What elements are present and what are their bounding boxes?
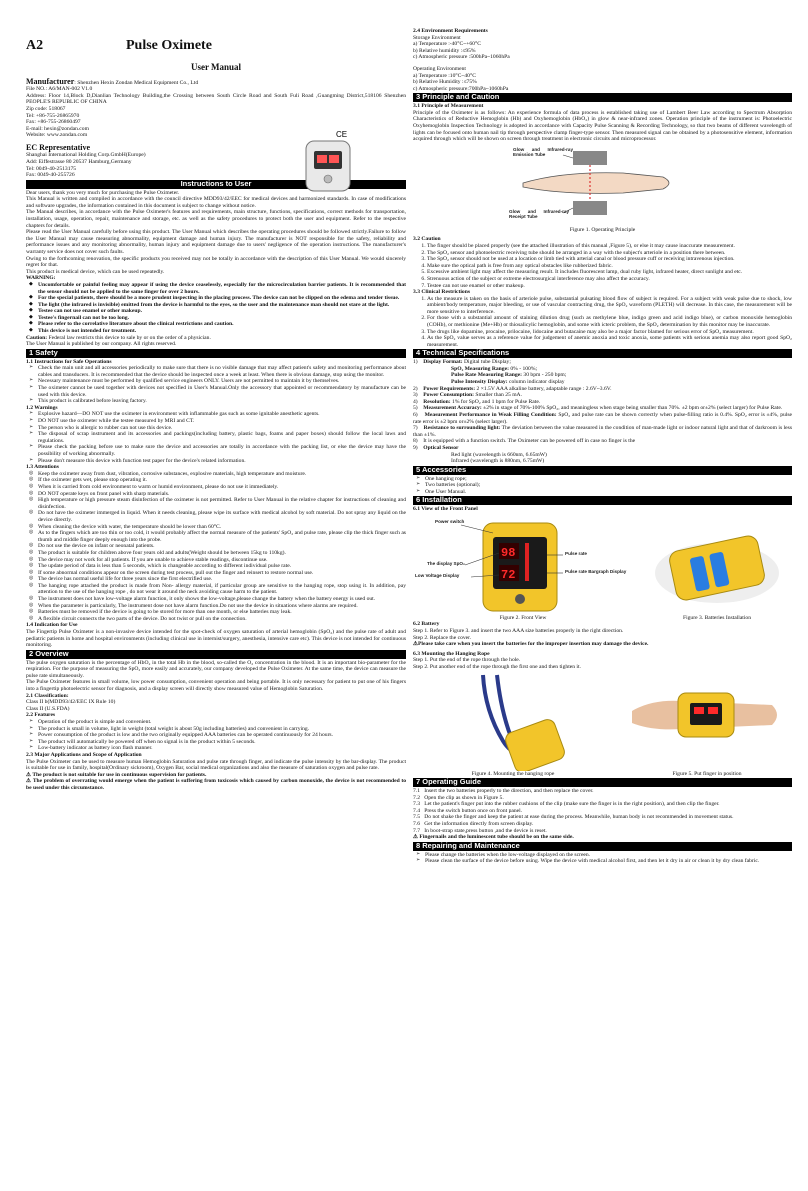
spec-number: 8) — [413, 438, 418, 445]
spec-label: Display Format: — [423, 359, 463, 366]
principle-diagram — [413, 143, 792, 227]
battery-warning: Please take care when you insert the batteries for the improper insertion may damage the device. — [418, 641, 649, 648]
subsection-title: 3.2 Caution — [413, 236, 441, 243]
list-item: ➢ This product is calibrated before leaving factory. — [38, 398, 406, 405]
subsection-title: 1.4 Indication for Use — [26, 622, 78, 629]
paragraph: The Pulse Oximeter can be used to measure human Hemoglobin Saturation and pulse rate through finger, and indicate the pulse intensity by the bar-display. The product is suitable for use in family, hospital(Ordinary sickroom), Oxygen Bar, social medical organizations and also the measure of saturation oxygen and pulse rate. — [26, 758, 406, 772]
subsection-title: 6.1 View of the Front Panel — [413, 506, 478, 513]
list-item: 6. Strenuous action of the subject or extreme electrosurgical interference may also affect the accuracy. — [427, 276, 792, 283]
classification-line: Class II b(MDD93/42/EEC IX Rule 10) — [26, 699, 116, 706]
figure-row-front-panel — [413, 513, 792, 615]
list-item: ➢ Please clean the surface of the device before using. Wipe the device with medical alcohol first, and then let it dry in air or clean it by dry clean fabric. — [425, 858, 792, 865]
spec-label: Resolution: — [423, 398, 451, 405]
list-item: ➢ Explosive hazard—DO NOT use the oximeter in environment with inflammable gas such as some ignitable anesthetic agents. — [38, 411, 406, 418]
features-list — [26, 719, 406, 752]
step-text: Get the information directly from screen display. — [424, 821, 534, 827]
optical-line: Infrared (wavelength is 880nm, 6.75mW) — [451, 458, 545, 465]
list-item: ◎ Batteries must be removed if the device is going to be stored for more than one month, or else batteries may leak. — [38, 609, 406, 616]
file-number: File NO.: A6/MAN-002 V1.0 — [26, 86, 93, 93]
subsection-title: 2.1 Classification: — [26, 692, 69, 699]
step-text: In boot-strap state,press button ,and the device is reset. — [424, 827, 547, 834]
spec-label: Optical Sensor — [423, 445, 459, 451]
list-item: ◎ High temperature or high pressure steam disinfection of the oximeter is not permitted. Refer to User Manual in the relative chapter for instructions of cleaning and disinfection. — [38, 497, 406, 510]
figure5-caption: Figure 5. Put finger in position — [672, 770, 742, 777]
paragraph: The Fingertip Pulse Oximeter is a non-invasive device intended for the spot-check of oxygen saturation of arterial hemoglobin (SpO₂) and the pulse rate of adult and pediatric patients in home and hospital environments (including clinical use in internist/surgery, anesthesia, intensive care etc). This device is not intended for continuous monitoring. — [26, 629, 406, 649]
step-number: 7.7 — [413, 827, 420, 834]
list-item: ➢ Check the main unit and all accessories periodically to make sure that there is no visible damage that may affect patient's safety and monitoring performance about cables and transducers. It is recommended that the device should be inspected once a week at least. When there is obvious damage, stop using the monitor. — [38, 365, 406, 378]
list-item: 1. The finger should be placed properly (see the attached illustration of this manual ,Figure 5), or else it may cause inaccurate measurement. — [427, 243, 792, 250]
display-spo2-label: The display SpO₂ — [427, 560, 466, 566]
figure-caption-row — [413, 771, 792, 778]
warnings-list — [26, 411, 406, 464]
ec-rep-line: Shanghai International Holding Corp.GmbH(Europe) — [26, 152, 146, 159]
spec-text: ±2% in stage of 70%-100% SpO₂, and meaningless when stage being smaller than 70%. ±2 bpm or±2% (select larger) for Pulse Rate. — [481, 405, 783, 412]
batteries-diagram — [642, 513, 792, 615]
pulse-reading: 72 — [501, 567, 516, 582]
step-number: 7.1 — [413, 788, 420, 795]
spec-text: Digital tube Display; — [462, 359, 511, 366]
list-item: ➢ The product is small in volume, light in weight (total weight is about 50g including batteries) and convenient in carrying. — [38, 726, 406, 733]
installation-header: 6 Installation — [413, 496, 792, 505]
list-item: ◎ The instrument does not have low-voltage alarm function, it only shows the low-voltage,please change the battery when the battery energy is used out. — [38, 596, 406, 603]
tech-body — [413, 359, 792, 465]
list-item: 3. The SpO₂ sensor should not be used at a location or limb tied with arterial canal or blood pressure cuff or receiving intravenous injection. — [427, 256, 792, 263]
warning-triangle-icon: ⚠ — [413, 641, 419, 648]
step-line: Step 2. Replace the cover. — [413, 634, 472, 641]
paragraph: The Pulse Oximeter features in small volume, low power consumption, convenient operation and being portable. It is only necessary for patient to put one of his fingers into a fingertip photoelectric sensor for diagnosis, and a display screen will directly show measured value of Hemoglobin Saturation. — [26, 679, 406, 693]
spec-text: 0% - 100%; — [508, 365, 538, 372]
instructions-body — [26, 190, 406, 348]
step-line: Step 1. Put the end of the rope through the hole. — [413, 657, 521, 664]
subsection-title: 2.4 Environment Requirements — [413, 28, 488, 34]
product-title: Pulse Oximete — [126, 38, 212, 53]
paragraph: Owing to the forthcoming renovation, the specific products you received may not be totally in accordance with the description of this User Manual. We would sincerely regret for that. — [26, 255, 406, 269]
list-item: ➢ Low-battery indicator as battery icon flash manner. — [38, 745, 406, 752]
overview-body — [26, 660, 406, 792]
spec-text: column indicator display — [507, 379, 565, 386]
spec-number: 1) — [413, 359, 418, 366]
manual-title: User Manual — [190, 62, 242, 72]
spec-number: 2) — [413, 385, 418, 392]
warning-triangle-icon: ⚠ — [26, 778, 32, 785]
figure1-caption: Figure 1. Operating Principle — [569, 226, 636, 233]
spec-number: 3) — [413, 392, 418, 399]
env-line: c) Atmospheric pressure :500hPa~1060hPa — [413, 54, 510, 61]
list-item: ◎ When it is carried from cold environment to warm or humid environment, please do not use it immediately. — [38, 484, 406, 491]
figure-batteries — [642, 513, 792, 615]
warning-item: ◆ The light (the infrared is invisible) emitted from the device is harmful to the eyes, so the user and the maintenance man should not stare at the light. — [38, 302, 406, 309]
spec-text: It is equipped with a function switch. The Oximeter can be powered off in case no finger is the — [423, 438, 636, 445]
paragraph: This Manual is written and compiled in accordance with the council directive MDD93/42/EEC for medical devices and harmonized standards. In case of modifications and software upgrades, the information contained in this document is subject to change without notice. — [26, 196, 406, 209]
figure-front-view — [413, 513, 633, 615]
step-number: 7.3 — [413, 801, 420, 808]
env-line: a) Temperature :-40°C~+60°C — [413, 41, 481, 48]
figure2-caption: Figure 2. Front View — [499, 614, 547, 621]
step-text: Press the switch button once on front panel. — [424, 807, 523, 814]
env-line: b) Relative humidity :≤95% — [413, 47, 476, 54]
overview-header: 2 Overview — [26, 650, 406, 659]
figure-operating-principle — [413, 143, 792, 227]
accessories-list — [413, 476, 792, 496]
spec-label: Pulse Intensity Display: — [451, 379, 508, 386]
finger-position-diagram — [622, 671, 792, 771]
list-item: ◎ The device may not work for all patients. If you are unable to achieve stable readings, discontinue use. — [38, 557, 406, 564]
step-number: 7.2 — [413, 794, 420, 801]
step-line: Step 1. Refer to Figure 3. and insert the two AAA size batteries properly in the right direction. — [413, 628, 624, 635]
list-item: ➢ Necessary maintenance must be performed by qualified service engineers ONLY. Users are not permitted to maintain it by themselves. — [38, 378, 406, 385]
list-item: ➢ The oximeter cannot be used together with devices not specified in User's Manual.Only the accessory that appointed or recommendatory by manufacture can be used with this device. — [38, 385, 406, 398]
list-item: 1. As the measure is taken on the basis of arteriole pulse, substantial pulsating blood flow of subject is required. For a subject with weak pulse due to shock, low ambient/body temperature, major bleeding, or use of vascular contracting drug, the SpO₂ waveform (PLETH) will decrease. In this case, the measurement will be more sensitive to interference. — [427, 296, 792, 316]
paragraph: This product is medical device, which can be used repeatedly. — [26, 268, 165, 275]
warning-list — [26, 282, 406, 335]
list-item: ◎ The product is suitable for children above four years old and adults(Weight should be between 15kg to 110kg). — [38, 550, 406, 557]
warning-triangle-icon: ⚠ — [26, 771, 32, 778]
subsection-title: 1.3 Attentions — [26, 464, 59, 471]
subsection-title: 6.3 Mounting the Hanging Rope — [413, 650, 490, 657]
spec-label: SpO₂ Measuring Range: — [451, 365, 509, 372]
step-number: 7.4 — [413, 807, 420, 814]
manufacturer-block — [26, 77, 406, 139]
spec-number: 9) — [413, 445, 418, 451]
attentions-list — [26, 471, 406, 623]
list-item: ◎ When the parameter is particularly, The instrument dose not have alarm function.Do not use the device in situations where alarms are required. — [38, 603, 406, 610]
safety-body — [26, 359, 406, 649]
list-item: ➢ Please don't measure this device with function test paper for the device's related information. — [38, 458, 406, 465]
spec-number: 5) — [413, 405, 418, 412]
list-item: ➢ The person who is allergic to rubber can not use this device. — [38, 425, 406, 432]
repair-header: 8 Repairing and Maintenance — [413, 842, 792, 851]
paragraph: The pulse oxygen saturation is the percentage of HbO₂ in the total Hb in the blood, so-called the O₂ concentration in the blood. It is an important bio-parameter for the respiration. For the purpose of measuring the SpO₂ more easily and accurately, our company developed the Pulse Oximeter. At the same time, the device can measure the pulse rate simultaneously. — [26, 659, 406, 679]
list-item: ◎ If the oximeter gets wet, please stop operating it. — [38, 477, 406, 484]
env-label: Storage Environment — [413, 34, 461, 41]
safety-header: 1 Safety — [26, 349, 406, 358]
paragraph: The Manual describes, in accordance with the Pulse Oximeter's features and requirements, main structure, functions, specifications, correct methods for transportation, installation, usage, operation, repair, maintenance and storage, etc. as well as the safety procedures to protect both the user and equipment. Refer to the respective chapters for details. — [26, 209, 406, 229]
figure-row-rope — [413, 671, 792, 771]
spec-text: 30 bpm - 250 bpm; — [522, 372, 567, 379]
warning-label: WARNING: — [26, 275, 56, 282]
model-code: A2 — [26, 38, 44, 53]
list-item: ◎ The device has normal useful life for three years since the first electrified use. — [38, 576, 406, 583]
figure-finger-position — [622, 671, 792, 771]
list-item: ◎ The update period of data is less than 5 seconds, which is changeable according to different individual pulse rate. — [38, 563, 406, 570]
zip-code: Zip code: 518067 — [26, 105, 66, 112]
spec-text: The deviation between the value measured in the condition of man-made light or indoor natural light and that of darkroom is less than ±1%. — [413, 425, 792, 438]
spec-label: Power Consumption: — [423, 392, 474, 399]
step-text: Do not shake the finger and keep the patient at ease during the process. Meanwhile, human body is not recommended in movement status. — [424, 814, 734, 821]
warning-item: ◆ Please refer to the correlative literature about the clinical restrictions and caution. — [38, 321, 406, 328]
list-item: ➢ Please change the batteries when the low-voltage displayed on the screen. — [425, 852, 792, 859]
list-item: 3. The drugs like dopamine, procaine, prilocaine, lidocaine and butacaine may also be a major factor blamed for serious error of SpO₂ measurement. — [427, 329, 792, 336]
list-item: ◎ Keep the oximeter away from dust, vibration, corrosive substances, explosive materials, high temperature and moisture. — [38, 471, 406, 478]
paragraph: Please read the User Manual carefully before using this product. The User Manual which describes the operating procedures should be followed strictly.Failure to follow the User Manual may cause measuring abnormality, equipment damage and human injury. The manufacturer is NOT responsible for the safety, reliability and performance issues and any monitoring abnormality, human injury and equipment damage due to users' negligence of the operation instructions. The manufacturer's warranty service does not cover such faults. — [26, 229, 406, 255]
oximeter-illustration — [296, 127, 360, 197]
env-line: c) Atmospheric pressure:700hPa~1060hPa — [413, 85, 509, 92]
list-item: ◎ If some abnormal conditions appear on the screen during test process, pull out the finger and reinsert to restore normal use. — [38, 570, 406, 577]
list-item: ➢ Operation of the product is simple and convenient. — [38, 719, 406, 726]
spec-number: 6) — [413, 412, 418, 419]
operating-header: 7 Operating Guide — [413, 778, 792, 787]
website: Website: www.zondan.com — [26, 132, 88, 139]
list-item: ➢ Please check the packing before use to make sure the device and accessories are totally in accordance with the packing list, or else the device may have the possibility of working abnormally. — [38, 444, 406, 457]
low-voltage-label: Low Voltage Display — [415, 572, 460, 578]
list-item: 4. As the SpO₂ value serves as a reference value for judgement of anemic anoxia and toxic anoxia, some patients with serious anemia may also report good SpO₂ measurement. — [427, 335, 792, 348]
list-item: 2. The SpO₂ sensor and photoelectric receiving tube should be arranged in a way with the subject's arteriole in a position there between. — [427, 250, 792, 257]
manufacturer-name: : Shenzhen Hexin Zondan Medical Equipment Co., Ltd — [74, 79, 199, 86]
safe-operations-list — [26, 365, 406, 405]
warning-item: ◆ Testee's fingernail can not be too long. — [38, 315, 406, 322]
step-number: 7.5 — [413, 814, 420, 821]
pulse-rate-label: Pulse rate — [565, 550, 587, 556]
operating-note: Fingernails and the luminescent tube should be on the same side. — [419, 834, 574, 841]
repair-list — [413, 852, 792, 865]
paragraph: Principle of the Oximeter is as follows: An experience formula of data process is established taking use of Lambert Beer Law according to Spectrum Absorption Characteristics of Reductive Hemoglobin (Hb) and Oxyhemoglobin (HbO₂) in glow & near-infrared zones. Operation principle of the instrument is: Photoelectric Oxyhemoglobin Inspection Technology is adopted in accordance with Capacity Pulse Scanning & Recording Technology, so that two beams of different wavelength of lights can be focused onto human nail tip through perspective clamp finger-type sensor. Then measured signal can be obtained by a photosensitive element, information acquired through which will be shown on screen through treatment in electronic circuits and microprocessor. — [413, 109, 792, 143]
spec-label: Resistance to surrounding light: — [423, 425, 501, 432]
spec-text: 1% for SpO₂ and 1 bpm for Pulse Rate. — [450, 398, 541, 405]
list-item: ◎ As to the fingers which are too thin or too cold, it would probably affect the normal measure of the patients' SpO₂ and pulse rate, please clip the thick finger such as thumb and middle finger deeply enough into the probe. — [38, 530, 406, 543]
list-item: ➢ Power consumption of the product is low and the two originally equipped AAA batteries can be operated continuously for 24 hours. — [38, 732, 406, 739]
bargraph-label: Pulse rate Bargraph Display — [565, 568, 627, 574]
accessories-header: 5 Accessories — [413, 466, 792, 475]
overview-warning: The problem of overrating would emerge when the patient is suffering from toxicosis which caused by carbon monoxide, the device is not recommended to be used under this circumstance. — [26, 778, 406, 791]
power-switch-label: Power switch — [435, 518, 465, 524]
emission-tube-label: Glow and Infrared-ray Emission Tube — [513, 146, 573, 158]
spec-text: 2 ×1.5V AAA alkaline battery, adaptable range : 2.6V~3.6V. — [475, 385, 612, 392]
step-text: Insert the two batteries properly to the direction, and then replace the cover. — [424, 788, 594, 795]
right-column — [413, 28, 792, 1185]
step-line: Step 2. Put another end of the rope through the first one and then tighten it. — [413, 664, 581, 670]
clinical-restrictions-list — [413, 296, 792, 349]
instructions-header: Instructions to User — [26, 180, 406, 189]
classification-line: Class II (U.S.FDA) — [26, 705, 70, 712]
paragraph: Dear users, thank you very much for purchasing the Pulse Oximeter. — [26, 189, 180, 196]
ec-rep-line: Tel: 0049-40-2513175 — [26, 165, 77, 172]
ce-mark: CE — [336, 129, 348, 139]
address: Address: Floor 14,Block D,Dianlian Technology Building,the Crossing between South Circle Road and South Fuli Road ,Guangming District,518106 Shenzhen PEOPLE'S REPUBLIC OF CHINA — [26, 92, 406, 106]
principle-body — [413, 103, 792, 348]
list-item: ➢ Two batteries (optional); — [425, 482, 792, 489]
optical-line: Red light (wavelength is 660nm, 6.65mW) — [451, 451, 547, 458]
hanging-rope-diagram — [413, 671, 613, 771]
spec-number: 4) — [413, 398, 418, 405]
receipt-tube-label: Glow and Infrared-ray Receipt Tube — [509, 208, 569, 220]
title-row — [26, 30, 406, 66]
fax: Fax: +86-755-26860497 — [26, 119, 81, 126]
spo2-reading: 98 — [501, 545, 516, 560]
caution-text: Federal law restricts this device to sale by or on the order of a physician. — [47, 334, 211, 341]
list-item: 7. Testee can not use enamel or other makeup. — [427, 283, 792, 290]
list-item: ➢ The disposal of scrap instrument and its accessories and packings(including battery, plastic bags, foams and paper boxes) should follow the local laws and regulations. — [38, 431, 406, 444]
warning-triangle-icon: ⚠ — [413, 834, 419, 841]
list-item: ➢ One hanging rope; — [425, 476, 792, 483]
principle-header: 3 Principle and Caution — [413, 93, 792, 102]
telephone: Tel: +86-755-26865970 — [26, 112, 80, 119]
spec-text: SpO₂ and pulse rate can be shown correctly when pulse-filling ratio is 0.4%. SpO₂ error is ±4%, pulse rate error is ±2 bpm or±2% (select larger). — [413, 412, 792, 425]
list-item: ➢ The product will automatically be powered off when no signal is in the product within 5 seconds. — [38, 739, 406, 746]
manufacturer-label: Manufacturer — [26, 76, 75, 86]
env-line: a) Temperature :10°C~40°C — [413, 72, 476, 79]
warning-item: ◆ Uncomfortable or painful feeling may appear if using the device ceaselessly, especially for the microcirculation barrier patients. It is recommended that the sensor should not be applied to the same finger for over 2 hours. — [38, 282, 406, 295]
caution-list — [413, 243, 792, 289]
env-label: Operating Environment — [413, 65, 466, 72]
overview-warning: The product is not suitable for use in continuous supervision for patients. — [32, 771, 207, 778]
subsection-title: 1.1 Instructions for Safe Operations — [26, 358, 112, 365]
subsection-title: 3.3 Clinical Restrictions — [413, 289, 471, 296]
warning-item: ◆ For the special patients, there should be a more prudent inspecting in the placing process. The device can not be clipped on the edema and tender tissue. — [38, 295, 406, 302]
list-item: ➢ One User Manual. — [425, 489, 792, 496]
subsection-title: 2.3 Major Applications and Scope of Application — [26, 751, 142, 758]
tech-header: 4 Technical Specifications — [413, 349, 792, 358]
spec-label: Measurement Accuracy: — [423, 405, 482, 412]
list-item: 4. Make sure the optical path is free from any optical obstacles like rubberized fabric. — [427, 263, 792, 270]
caution-label: Caution: — [26, 334, 48, 341]
list-item: ◎ Do not use the device on infant or neonatal patients. — [38, 543, 406, 550]
list-item: ◎ DO NOT operate keys on front panel with sharp materials. — [38, 491, 406, 498]
spec-label: Measurement Performance in Weak Filling Condition: — [424, 412, 557, 419]
figure3-caption: Figure 3. Batteries Installation — [682, 614, 752, 621]
email: E-mail: hexin@zondan.com — [26, 125, 89, 132]
ec-rep-line: Add: Eiffestrasse 80 20537 Hamburg,Germany — [26, 158, 132, 165]
operating-body — [413, 788, 792, 841]
spec-text: Smaller than 25 mA. — [473, 392, 522, 399]
figure-hanging-rope — [413, 671, 613, 771]
figure-caption-row — [413, 615, 792, 622]
spec-number: 7) — [413, 425, 418, 432]
step-number: 7.6 — [413, 821, 420, 827]
ec-rep-line: Fax: 0049-40-255726 — [26, 172, 75, 179]
subsection-title: 6.2 Battery — [413, 621, 440, 628]
spec-label: Pulse Rate Measuring Range: — [451, 372, 523, 379]
list-item: ◎ Do not have the oximeter immerged in liquid. When it needs cleaning, please wipe its surface with medical alcohol by soft material. Do not spray any liquid on the device directly. — [38, 510, 406, 523]
spec-label: Power Requirements: — [423, 385, 476, 392]
subsection-title: 1.2 Warnings — [26, 404, 58, 411]
list-item: ◎ When cleaning the device with water, the temperature should be lower than 60°C. — [38, 524, 406, 531]
env-line: b) Relative Humidity :≤75% — [413, 79, 477, 86]
left-column — [26, 30, 406, 1185]
list-item: 2. For those with a substantial amount of staining dilution drug (such as methylene blue, indigo green and acid indigo blue), or carbon monoxide hemoglobin (COHb), or methionine (Me+Hb) or thiosalicylic hemoglobin, and some with icteric problem, the SpO₂ determination by this monitor may be inaccurate. — [427, 315, 792, 328]
subsection-title: 2.2 Features — [26, 712, 56, 719]
list-item: 5. Excessive ambient light may affect the measuring result. It includes fluorescent lamp, dual ruby light, infrared heater, direct sunlight and etc. — [427, 269, 792, 276]
list-item: ◎ A flexible circuit connects the two parts of the device. Do not twist or pull on the connection. — [38, 616, 406, 623]
list-item: ➢ DO NOT use the oximeter while the testee measured by MRI and CT. — [38, 418, 406, 425]
figure4-caption: Figure 4. Mounting the hanging rope — [471, 770, 555, 777]
published-note: The User Manual is published by our company. All rights reserved. — [26, 341, 177, 348]
warning-item: ◆ Testee can not use enamel or other makeup. — [38, 308, 406, 315]
subsection-title: 3.1 Principle of Measurement — [413, 103, 484, 110]
ec-rep-title: EC Representative — [26, 142, 91, 152]
warning-item: ◆ This device is not intended for treatment. — [38, 328, 406, 335]
list-item: ◎ The hanging rope attached the product is made from Non- allergy material, if particular group are sensitive to the hanging rope, stop using it. In addition, pay attention to the use of the hanging rope , do not wear it around the neck avoiding cause harm to the patient. — [38, 583, 406, 596]
step-text: Open the clip as shown in Figure 5. — [424, 794, 504, 801]
step-text: Let the patient's finger put into the rubber cushions of the clip (make sure the finger is in the right position), and then clip the finger. — [424, 801, 720, 808]
